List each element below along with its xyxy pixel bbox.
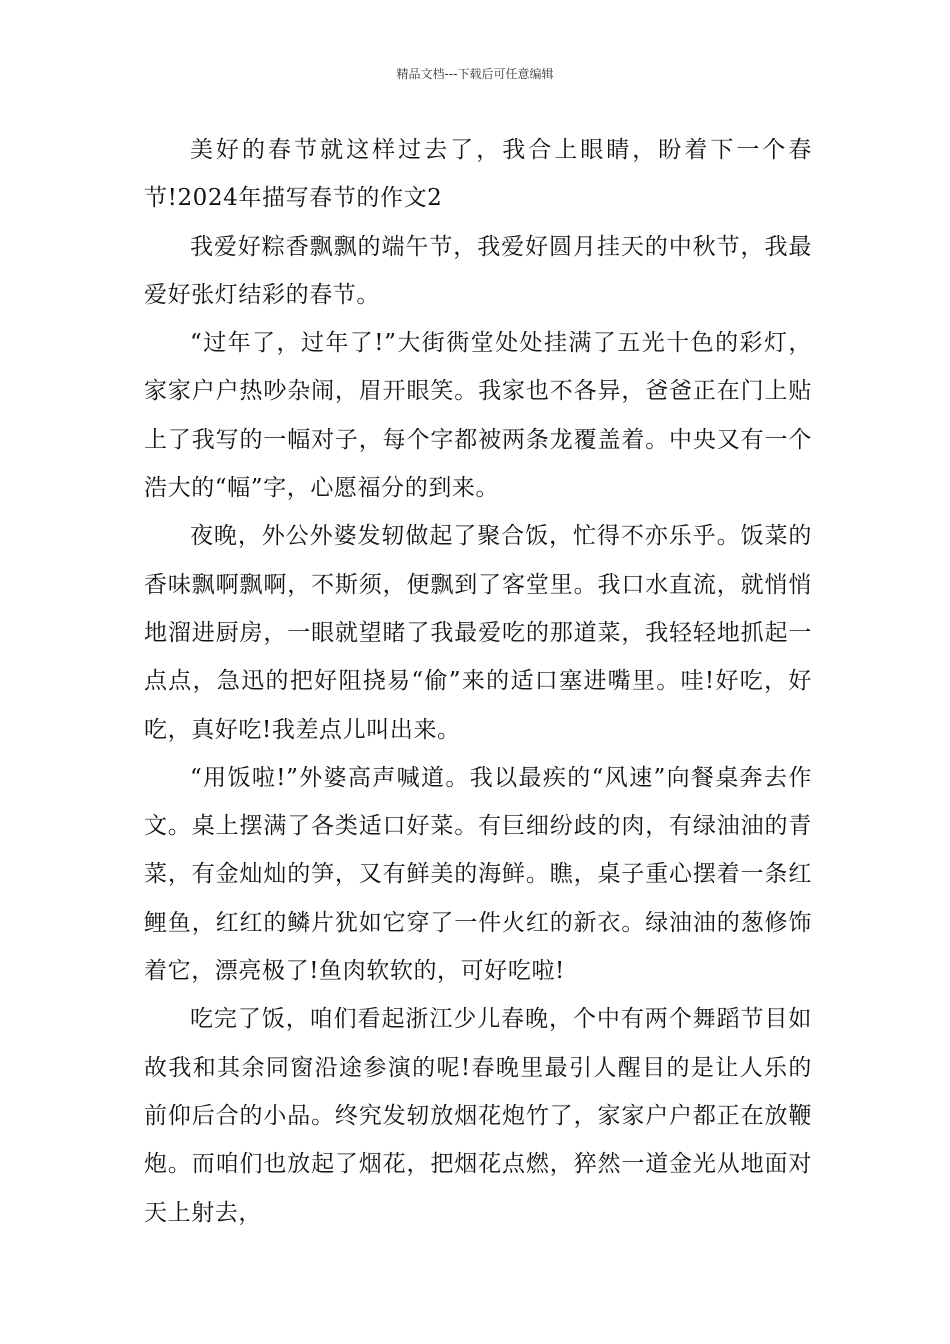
- paragraph-5: “用饭啦!”外婆高声喊道。我以最疾的“风速”向餐桌奔去作文。桌上摆满了各类适口好菜。有巨细纷歧的肉，有绿油油的青菜，有金灿灿的笋，又有鲜美的海鲜。瞧，桌子重心摆着一条红鲤鱼，红红的鳞片犹如它穿了一件火红的新衣。绿油油的葱修饰着它，漂亮极了!鱼肉软软的，可好吃啦!: [144, 764, 812, 985]
- page-header: 精品文档---下载后可任意编辑: [396, 67, 554, 81]
- paragraph-4: 夜晚，外公外婆发轫做起了聚合饭，忙得不亦乐乎。饭菜的香味飘啊飘啊，不斯须，便飘到了客堂里。我口水直流，就悄悄地溜进厨房，一眼就望睹了我最爱吃的那道菜，我轻轻地抓起一点点，急迅的把好阻挠易“偷”来的适口塞进嘴里。哇!好吃，好吃，真好吃!我差点儿叫出来。: [144, 523, 812, 743]
- paragraph-3: “过年了，过年了!”大街衖堂处处挂满了五光十色的彩灯，家家户户热吵杂闹，眉开眼笑。我家也不各异，爸爸正在门上贴上了我写的一幅对子，每个字都被两条龙覆盖着。中央又有一个浩大的“幅”字，心愿福分的到来。: [144, 330, 812, 502]
- paragraph-6: 吃完了饭，咱们看起浙江少儿春晚，个中有两个舞蹈节目如故我和其余同窗沿途参演的呢!春晚里最引人醒目的是让人乐的前仰后合的小品。终究发轫放烟花炮竹了，家家户户都正在放鞭炮。而咱们也放起了烟花，把烟花点燃，猝然一道金光从地面对天上射去，: [144, 1006, 812, 1226]
- document-body: [144, 126, 812, 1237]
- paragraph-1: 美好的春节就这样过去了，我合上眼睛，盼着下一个春节!2024年描写春节的作文2: [144, 137, 812, 212]
- paragraph-2: 我爱好粽香飘飘的端午节，我爱好圆月挂天的中秋节，我最爱好张灯结彩的春节。: [144, 233, 812, 308]
